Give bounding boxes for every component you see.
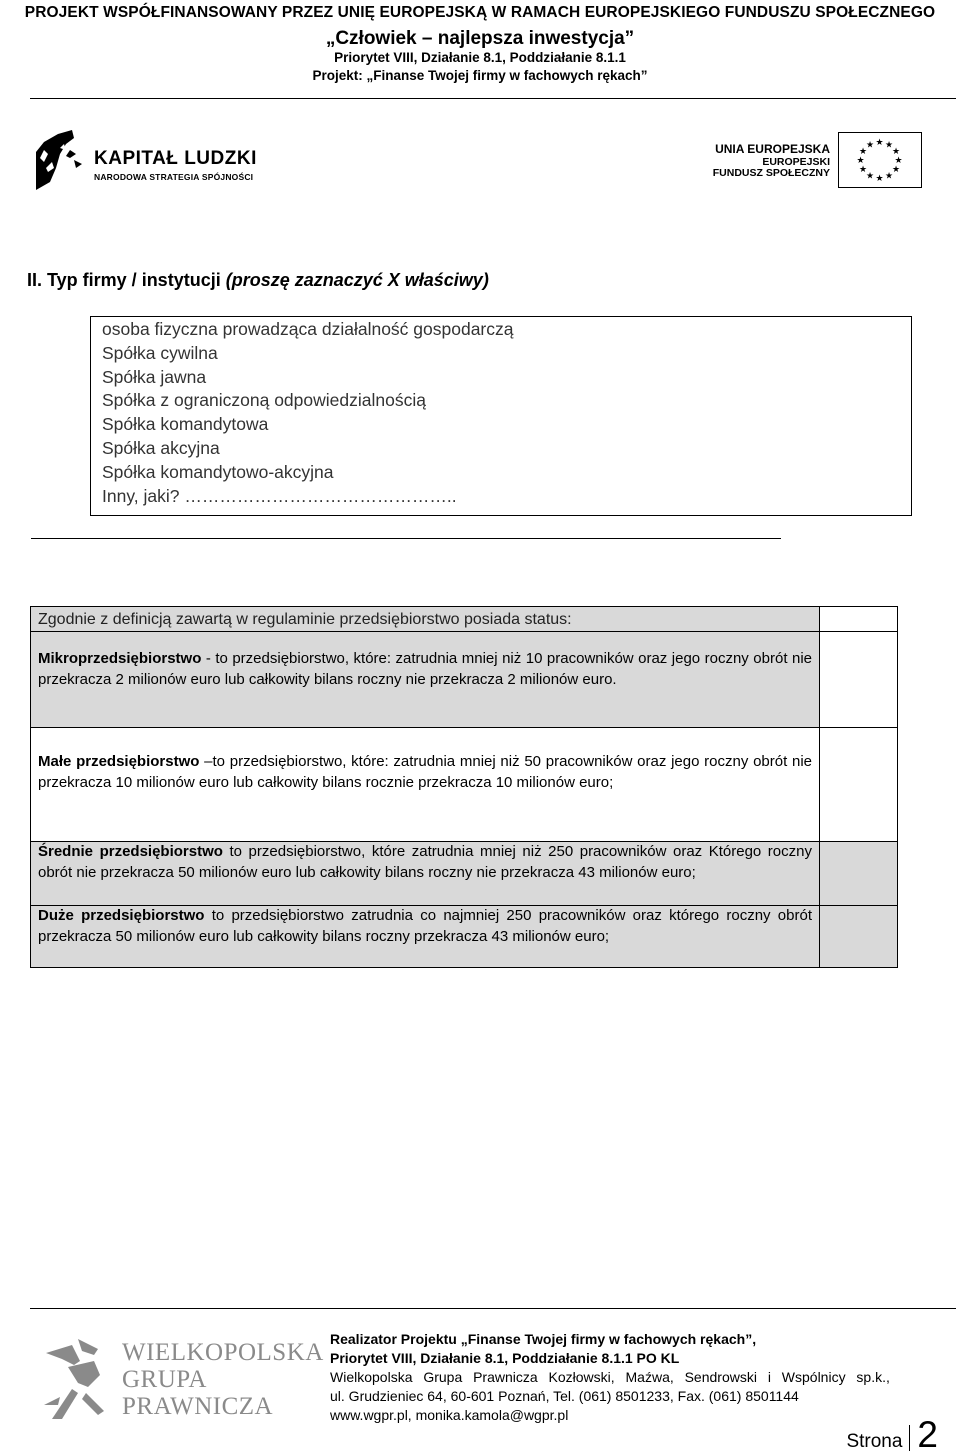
footer-company-word: Grupa bbox=[423, 1369, 463, 1385]
svg-text:★: ★ bbox=[875, 174, 884, 184]
svg-text:★: ★ bbox=[865, 140, 875, 151]
status-medium-definition: to przedsiębiorstwo, które zatrudnia mniej niż 250 pracowników oraz Którego roczny obrót nie przekracza 50 milionów euro lub całkowity bilans roczny nie przekracza 43 milionów euro; bbox=[38, 843, 812, 881]
footer-company-word: Maźwa, bbox=[625, 1369, 674, 1385]
status-micro-text bbox=[31, 632, 819, 690]
status-medium-term: Średnie przedsiębiorstwo bbox=[38, 843, 223, 860]
svg-text:★: ★ bbox=[858, 165, 868, 175]
eu-flag-icon bbox=[838, 132, 922, 188]
type-option-llc[interactable]: Spółka z ograniczoną odpowiedzialnością bbox=[102, 390, 426, 410]
status-medium-cell bbox=[31, 842, 820, 906]
type-option-other[interactable]: Inny, jaki? ……………………………………….. bbox=[102, 486, 457, 506]
enterprise-status-table bbox=[30, 606, 898, 968]
status-micro-term: Mikroprzedsiębiorstwo bbox=[38, 650, 202, 667]
status-large-checkbox[interactable] bbox=[820, 906, 898, 968]
status-large-definition: to przedsiębiorstwo zatrudnia co najmniej 250 pracowników oraz którego roczny obrót przekracza 50 milionów euro lub całkowity bilans roczny przekracza 43 milionów euro; bbox=[38, 907, 812, 945]
status-large-cell bbox=[31, 906, 820, 968]
svg-text:★: ★ bbox=[858, 147, 868, 157]
esf-label-1: EUROPEJSKI bbox=[762, 156, 830, 168]
status-medium-text bbox=[31, 842, 819, 883]
wielkopolska-grupa-prawnicza-logo bbox=[38, 1335, 324, 1421]
project-name-line: Projekt: „Finanse Twojej firmy w fachowych rękach” bbox=[312, 68, 648, 83]
page-number-value: 2 bbox=[917, 1414, 938, 1455]
section-separator bbox=[31, 538, 781, 539]
status-heading-blank bbox=[820, 607, 898, 632]
status-micro-checkbox[interactable] bbox=[820, 632, 898, 728]
section-title bbox=[27, 270, 489, 291]
status-small-cell bbox=[31, 728, 820, 842]
footer-company-word: Prawnicza bbox=[473, 1369, 538, 1385]
status-medium-checkbox[interactable] bbox=[820, 842, 898, 906]
status-heading: Zgodnie z definicją zawartą w regulaminie przedsiębiorstwo posiada status: bbox=[38, 611, 572, 628]
status-heading-cell bbox=[31, 607, 820, 632]
footer-address: ul. Grudzieniec 64, 60-601 Poznań, Tel. (061) 8501233, Fax. (061) 8501144 bbox=[330, 1388, 799, 1404]
kapital-ludzki-logo bbox=[30, 128, 260, 194]
status-small-definition: –to przedsiębiorstwo, które: zatrudnia mniej niż 50 pracowników oraz jego roczny obrót nie przekracza 10 milionów euro lub całkowity bilans rocznie przekracza 10 milionów euro; bbox=[38, 753, 812, 791]
company-type-box[interactable] bbox=[90, 316, 912, 516]
type-option-general-partnership[interactable]: Spółka jawna bbox=[102, 367, 207, 387]
svg-text:★: ★ bbox=[891, 147, 901, 157]
page-divider bbox=[909, 1425, 910, 1451]
kapital-ludzki-subtitle: NARODOWA STRATEGIA SPÓJNOŚCI bbox=[94, 172, 254, 182]
footer-company-word: Sendrowski bbox=[684, 1369, 757, 1385]
program-slogan: „Człowiek – najlepsza inwestycja” bbox=[325, 28, 635, 49]
status-micro-definition: - to przedsiębiorstwo, które: zatrudnia mniej niż 10 pracowników oraz jego roczny obrót nie przekracza 2 milionów euro lub całkowity bilans roczny nie przekracza 2 milionów euro. bbox=[38, 650, 812, 688]
eu-social-fund-logo bbox=[712, 130, 932, 192]
section-title-note: (proszę zaznaczyć X właściwy) bbox=[225, 270, 489, 290]
page-label: Strona bbox=[846, 1431, 903, 1452]
kapital-ludzki-title: KAPITAŁ LUDZKI bbox=[94, 148, 257, 169]
wgp-logo-line3: PRAWNICZA bbox=[122, 1393, 274, 1420]
svg-text:★: ★ bbox=[891, 165, 901, 175]
status-large-term: Duże przedsiębiorstwo bbox=[38, 907, 205, 924]
footer-divider bbox=[30, 1308, 956, 1309]
type-option-limited-partnership[interactable]: Spółka komandytowa bbox=[102, 414, 269, 434]
footer-company-word: sp.k., bbox=[856, 1369, 890, 1385]
svg-text:★: ★ bbox=[856, 156, 865, 166]
page-number bbox=[846, 1414, 938, 1456]
footer-company-word: Wielkopolska bbox=[330, 1369, 413, 1385]
status-small-term: Małe przedsiębiorstwo bbox=[38, 753, 200, 770]
priority-line: Priorytet VIII, Działanie 8.1, Poddziałanie 8.1.1 bbox=[334, 50, 626, 65]
footer-contact[interactable]: www.wgpr.pl, monika.kamola@wgpr.pl bbox=[330, 1407, 569, 1423]
svg-text:★: ★ bbox=[884, 140, 894, 151]
status-small-text bbox=[31, 728, 819, 793]
wgp-logo-line2: GRUPA bbox=[122, 1366, 207, 1393]
status-small-checkbox[interactable] bbox=[820, 728, 898, 842]
kapital-ludzki-emblem-icon bbox=[30, 128, 90, 194]
svg-text:★: ★ bbox=[875, 138, 884, 148]
footer-company bbox=[330, 1368, 890, 1387]
esf-label-2: FUNDUSZ SPOŁECZNY bbox=[712, 167, 830, 179]
svg-text:★: ★ bbox=[894, 156, 903, 166]
footer-info bbox=[330, 1330, 890, 1425]
project-cofinancing-header: PROJEKT WSPÓŁFINANSOWANY PRZEZ UNIĘ EUROPEJSKĄ W RAMACH EUROPEJSKIEGO FUNDUSZU SPOŁECZNEGO bbox=[24, 4, 936, 21]
footer-company-word: i bbox=[767, 1369, 771, 1385]
type-option-civil-partnership[interactable]: Spółka cywilna bbox=[102, 343, 218, 363]
header-divider bbox=[30, 98, 956, 99]
type-option-sole-proprietor[interactable]: osoba fizyczna prowadząca działalność gospodarczą bbox=[102, 319, 514, 339]
type-option-limited-joint-stock[interactable]: Spółka komandytowo-akcyjna bbox=[102, 462, 334, 482]
type-option-joint-stock[interactable]: Spółka akcyjna bbox=[102, 438, 220, 458]
footer-priority: Priorytet VIII, Działanie 8.1, Poddziałanie 8.1.1 PO KL bbox=[330, 1350, 680, 1366]
status-large-text bbox=[31, 906, 819, 947]
svg-text:★: ★ bbox=[884, 171, 894, 182]
eagle-emblem-icon bbox=[38, 1335, 118, 1421]
footer-company-word: Wspólnicy bbox=[781, 1369, 846, 1385]
status-micro-cell bbox=[31, 632, 820, 728]
section-title-main: II. Typ firmy / instytucji bbox=[27, 270, 226, 290]
eu-label: UNIA EUROPEJSKA bbox=[715, 142, 830, 156]
svg-text:★: ★ bbox=[865, 171, 875, 182]
footer-company-word: Kozłowski, bbox=[548, 1369, 615, 1385]
footer-realizer: Realizator Projektu „Finanse Twojej firmy w fachowych rękach”, bbox=[330, 1331, 757, 1347]
wgp-logo-line1: WIELKOPOLSKA bbox=[122, 1339, 324, 1366]
